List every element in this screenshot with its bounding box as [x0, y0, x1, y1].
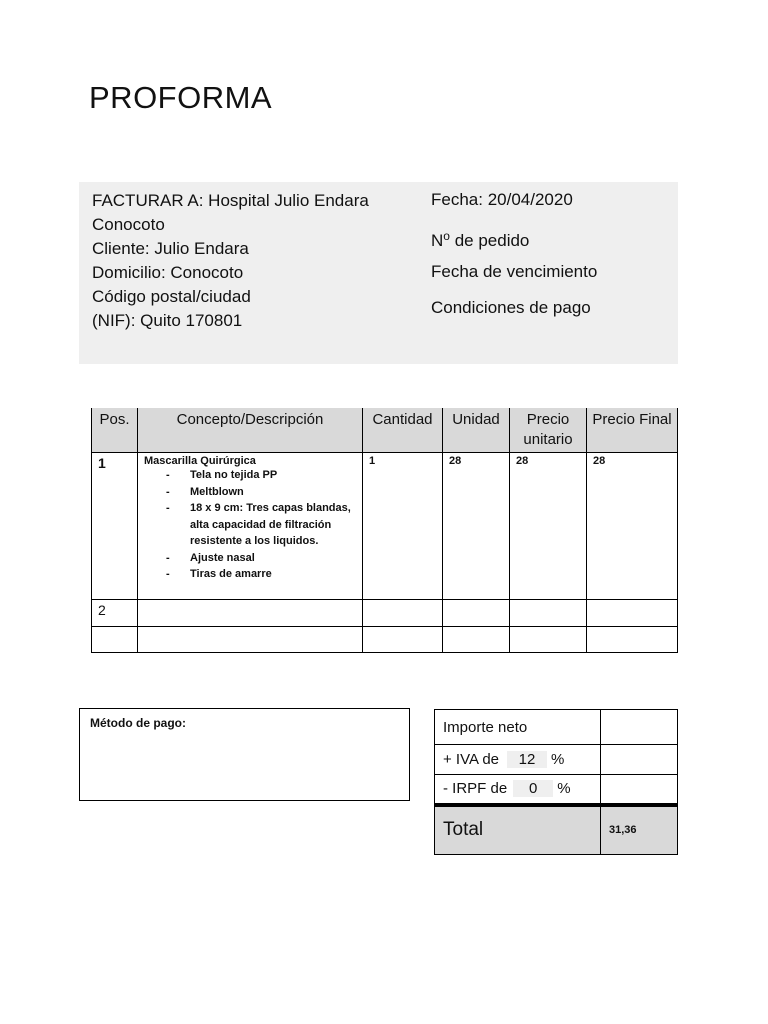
- table-row: [92, 600, 678, 627]
- list-item: - Ajuste nasal: [166, 551, 255, 564]
- total-label: Total: [435, 805, 601, 855]
- list-item: - Tela no tejida PP: [166, 469, 278, 481]
- iva-value: [601, 745, 678, 775]
- table-cell: [138, 627, 363, 653]
- row-precio-final: 28: [587, 453, 678, 600]
- table-cell: [363, 627, 443, 653]
- list-item: - Meltblown: [166, 485, 244, 498]
- product-name: Mascarilla Quirúrgica: [144, 455, 256, 467]
- total-value: 31,36: [601, 805, 678, 855]
- table-cell: [443, 627, 510, 653]
- header-unidad: Unidad: [443, 408, 510, 453]
- totals-table: [434, 709, 678, 855]
- iva-percent: 12: [507, 751, 547, 768]
- billing-details: [92, 189, 392, 333]
- header-precio-unitario: Precio unitario: [510, 408, 587, 453]
- billing-info-box: [79, 182, 678, 364]
- table-cell: [138, 600, 363, 627]
- table-cell: [587, 627, 678, 653]
- table-cell: [510, 627, 587, 653]
- payment-method-box: [79, 708, 410, 801]
- table-cell: [363, 600, 443, 627]
- invoice-date: Fecha: 20/04/2020: [431, 190, 573, 209]
- row-pos: 2: [92, 600, 138, 627]
- table-row: [92, 627, 678, 653]
- row-precio-unitario: 28: [510, 453, 587, 600]
- irpf-label: - IRPF de 0 %: [435, 775, 601, 805]
- net-amount-row: [435, 710, 678, 745]
- row-cantidad: 1: [363, 453, 443, 600]
- list-item: - Tiras de amarre: [166, 568, 272, 580]
- irpf-row: [435, 775, 678, 805]
- document-title: PROFORMA: [89, 80, 273, 115]
- row-pos: 1: [92, 453, 138, 600]
- net-amount-label: Importe neto: [435, 710, 601, 745]
- client: Cliente: Julio Endara: [92, 239, 249, 258]
- table-cell: [510, 600, 587, 627]
- order-number: $N^o$ de pedido: [431, 229, 530, 250]
- items-table: [91, 408, 678, 653]
- invoice-meta: [431, 189, 671, 333]
- header-pos: Pos.: [92, 408, 138, 453]
- product-features: [144, 467, 356, 583]
- address: Domicilio: Conocoto: [92, 263, 244, 282]
- table-cell: [443, 600, 510, 627]
- row-concepto: [138, 453, 363, 600]
- row-unidad: 28: [443, 453, 510, 600]
- irpf-percent: 0: [513, 780, 553, 797]
- net-amount-value: [601, 710, 678, 745]
- total-row: [435, 805, 678, 855]
- payment-method-label: Método de pago:: [90, 716, 186, 730]
- iva-label: + IVA de 12 %: [435, 745, 601, 775]
- table-header-row: [92, 408, 678, 453]
- iva-row: [435, 745, 678, 775]
- tax-id: (NIF): Quito 170801: [92, 311, 243, 330]
- irpf-value: [601, 775, 678, 805]
- header-cantidad: Cantidad: [363, 408, 443, 453]
- bill-to: FACTURAR A: Hospital Julio Endara Conocoto: [92, 191, 369, 234]
- table-cell: [587, 600, 678, 627]
- table-cell: [92, 627, 138, 653]
- payment-terms: Condiciones de pago: [431, 298, 591, 317]
- postal-code: Código postal/ciudad: [92, 287, 251, 306]
- table-row: [92, 453, 678, 600]
- due-date: Fecha de vencimiento: [431, 262, 598, 281]
- header-precio-final: Precio Final: [587, 408, 678, 453]
- list-item: - 18 x 9 cm: Tres capas blandas, alta capacidad de filtración resistente a los liquidos.: [166, 502, 351, 547]
- header-concepto: Concepto/Descripción: [138, 408, 363, 453]
